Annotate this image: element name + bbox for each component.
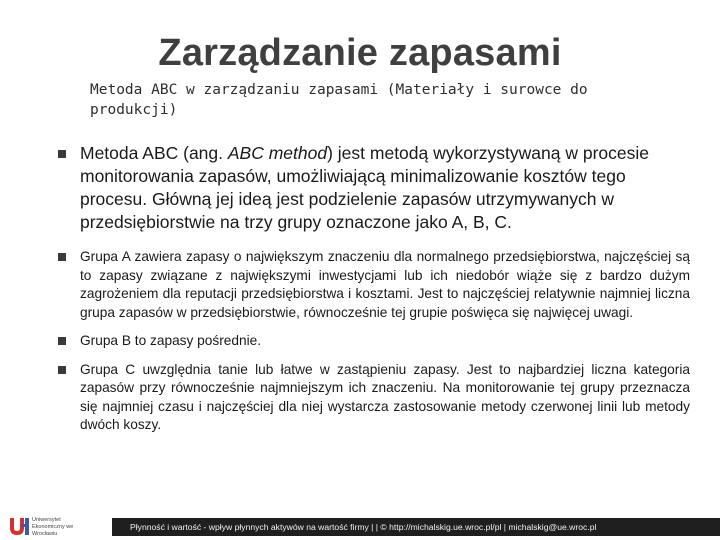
- square-bullet-icon: [58, 366, 66, 374]
- list-item: [58, 332, 690, 351]
- slide-title: Zarządzanie zapasami: [158, 32, 562, 74]
- university-logo-icon: [8, 515, 30, 537]
- bullet-list: [58, 142, 690, 445]
- item-text: Grupa B to zapasy pośrednie.: [80, 333, 262, 348]
- list-item: [58, 361, 690, 435]
- logo-text: Uniwersytet Ekonomiczny we Wrocławiu: [32, 517, 74, 537]
- item-text: Grupa A zawiera zapasy o największym znaczeniu dla normalnego przedsiębiorstwa, najczęściej są to zapasy związane z największymi inwestycjami lub ich niedobór wiąże się z bardzo dużym zagrożeniem dla reputacji przedsiębiorstwa i kosztami. Jest to najczęściej relatywnie najmniej liczna grupa zapasów w przedsiębiorstwie, równocześnie tej grupie poświęca się najwięcej uwagi.: [80, 249, 690, 320]
- slide-subtitle: Metoda ABC w zarządzaniu zapasami (Materiały i surowce do produkcji): [90, 82, 588, 118]
- square-bullet-icon: [58, 337, 66, 345]
- item-text-pre: Metoda ABC (ang.: [80, 143, 228, 163]
- square-bullet-icon: [58, 253, 66, 261]
- square-bullet-icon: [58, 150, 66, 158]
- item-text: Grupa C uwzględnia tanie lub łatwe w zastąpieniu zapasy. Jest to najbardziej liczna kategoria zapasów przy równocześnie najmniejszym ich znaczeniu. Na monitorowanie tej grupy przeznacza się najmniej czasu i najczęściej dla niej wystarcza zastosowanie metody czerwonej linii lub metody dwóch koszy.: [80, 361, 690, 432]
- list-item: [58, 142, 690, 234]
- footer-bar: Płynność i wartość - wpływ płynnych aktywów na wartość firmy | | © http://michalskig.ue.wroc.pl/pl | michalskig@ue.wroc.pl: [112, 518, 720, 536]
- item-text-em: ABC method: [227, 143, 328, 163]
- list-item: [58, 248, 690, 322]
- footer: [0, 518, 720, 540]
- item-text-post: ) jest metodą wykorzystywaną w procesie monitorowania zapasów, umożliwiającą minimalizowanie kosztów tego procesu. Główną jej ideą jest podzielenie zapasów utrzymywanych w przedsiębiorstwie na trzy grupy oznaczone jako A, B, C.: [80, 143, 650, 232]
- university-logo: [8, 515, 108, 537]
